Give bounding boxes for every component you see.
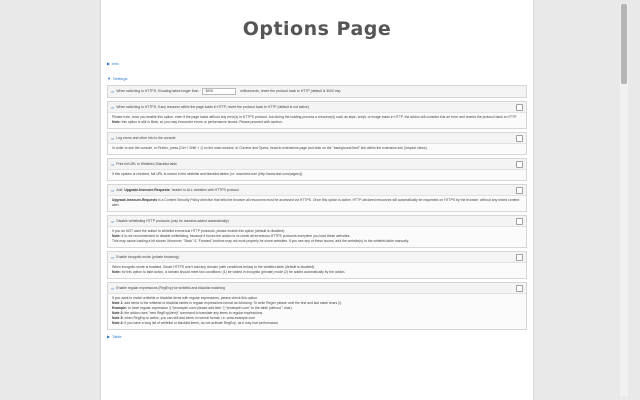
note-label: Note 1: xyxy=(112,301,124,305)
option-checkbox[interactable] xyxy=(516,104,523,111)
option-title-post: header to ALL websites with HTTPS protocol xyxy=(171,187,239,192)
timeout-prefix: When switching to HTTPS, if loading takes longer than xyxy=(116,89,199,93)
options-page xyxy=(100,0,534,400)
note-text: it is not recommended to disable whitelisting, because it forces the addon to re-check all erroneous HTTPS protocols everytime you load these websites. xyxy=(121,234,351,238)
note-label: Note 2: xyxy=(112,311,124,315)
option-title: Log errors and other info to the console xyxy=(116,135,176,140)
note-label: Note: xyxy=(112,270,121,274)
note-label: Note 4: xyxy=(112,321,124,325)
option-log-console xyxy=(107,132,527,155)
triangle-down-icon: ▼ xyxy=(107,76,111,81)
triangle-right-icon: ▶ xyxy=(107,61,111,66)
option-description: When incognito mode is enabled, Smart HTTPS won't add any domain (with conditions below) to the whitelist table (default is disabled). xyxy=(112,265,316,269)
note-text: add items in the whitelist or blacklist tables in regular expressions format as following: To write Regex please omit the first and last slash chars (/). xyxy=(124,301,343,305)
option-title: Enable incognito mode (private browsing) xyxy=(116,254,179,259)
option-title: Disable whitelisting HTTP protocols (only for domains added automatically) xyxy=(116,218,229,223)
option-checkbox[interactable] xyxy=(516,161,523,168)
option-incognito xyxy=(107,251,527,279)
section-table-label: Table xyxy=(112,334,122,339)
option-title: Enable regular expressions (RegExp) for whitelist and blacklist matching xyxy=(116,285,225,290)
arrow-icon: ⇨ xyxy=(111,187,115,193)
note-text: the addon uses "new RegExp(item)" command to translate any items to regular expressions. xyxy=(124,311,264,315)
triangle-right-icon: ▶ xyxy=(107,334,111,339)
option-checkbox[interactable] xyxy=(516,187,523,194)
section-info-toggle[interactable] xyxy=(107,60,527,67)
option-checkbox[interactable] xyxy=(516,254,523,261)
note-label: Example: xyxy=(112,306,128,310)
option-description: If you do NOT want the addon to whitelist erroneous HTTP protocols, please enable this option (default is disabled). xyxy=(112,229,286,233)
option-title: When switching to HTTPS, if any resource within the page loads in HTTP, revert the protocol back to HTTP (default is not active) xyxy=(116,104,309,109)
option-checkbox[interactable] xyxy=(516,218,523,225)
option-description: In order to see the console, in Firefox, press (Ctrl + Shift + J) on the main window. In Chrome and Opera, head to extensions page and click on the "background.html" link within the extension info (Inspect views). xyxy=(112,146,428,150)
arrow-icon: ⇨ xyxy=(111,161,115,167)
arrow-icon: ⇨ xyxy=(111,254,115,260)
section-settings-toggle[interactable] xyxy=(107,75,527,82)
note-text: if you have a long list of whitelist or blacklist items, do not activate RegExp, as it may hurt performance. xyxy=(124,321,279,325)
arrow-icon: ⇨ xyxy=(111,218,115,224)
note-text: when RegExp is active, you can still add items in normal format, i.e. www.example.com xyxy=(124,316,256,320)
note-text: for this option to take action, a domain should meet two conditions: (1) be visited in incognito (private) mode (2) be added automatically by the addon. xyxy=(121,270,346,274)
vertical-scrollbar[interactable] xyxy=(620,4,628,396)
section-info-label: Info xyxy=(112,61,119,66)
option-description: If you want to match whitelist or blacklist items with regular expressions, please check this option. xyxy=(112,296,258,300)
arrow-icon: ⇨ xyxy=(111,104,115,110)
option-disable-whitelisting xyxy=(107,215,527,248)
option-regexp xyxy=(107,282,527,330)
note-text: to have regular expression /(.*)example\.com/ please add item "(.*)example\.com" to the table (without " char). xyxy=(128,306,293,310)
option-checkbox[interactable] xyxy=(516,285,523,292)
option-title-bold: Upgrade-Insecure-Requests xyxy=(124,187,170,192)
option-description-bold: Upgrade-Insecure-Requests xyxy=(112,198,158,202)
option-title: Print full URL in Whitelist | Blacklist table xyxy=(116,161,178,166)
note-label: Note: xyxy=(112,120,121,124)
section-settings-label: Settings xyxy=(112,76,128,81)
section-table-toggle[interactable] xyxy=(107,333,527,340)
note-label: Note 3: xyxy=(112,316,124,320)
note-text: this option is still in Beta, so you may encounter errors or performance issues. Please proceed with caution. xyxy=(121,120,283,124)
option-description: If this options is checked, full URL is shown in the whitelist and blacklist tables (i.e. www.test.com (http://www.test.com/pages/)). xyxy=(112,172,303,176)
option-description: Please note, once you enable this option, even if the page loads without any error(s) in HTTPS protocol, but during the loading process a resource(s) such as style, script, or image loads in HTTP, the addon will consider this an error and reverts the protocol back to HTTP. xyxy=(112,115,517,119)
option-extra: This may cause loading a bit slower. Moreover, "Back" & "Forward" buttons may not work properly for some websites. If you see any of these issues, add the website(s) to the whitelist table manually. xyxy=(112,239,410,243)
timeout-input[interactable] xyxy=(202,88,236,95)
option-full-url xyxy=(107,158,527,181)
option-title-pre: Add xyxy=(116,187,123,192)
option-mixed-content xyxy=(107,101,527,129)
page-title: Options Page xyxy=(242,18,392,40)
note-label: Note: xyxy=(112,234,121,238)
arrow-icon: ⇨ xyxy=(111,89,115,94)
option-timeout xyxy=(107,85,527,98)
timeout-suffix: milliseconds, revert the protocol back to HTTP (default is 3000 ms). xyxy=(240,89,342,93)
arrow-icon: ⇨ xyxy=(111,135,115,141)
option-checkbox[interactable] xyxy=(516,135,523,142)
arrow-icon: ⇨ xyxy=(111,285,115,291)
option-upgrade-insecure xyxy=(107,184,527,212)
option-description: is a Content Security Policy directive that tells the browser all resources must be accessed via HTTPS. Once this option is active, HTTP-declared resources will automatically be requested on HTTPS by the browser, without any mixed content alert. xyxy=(112,198,520,207)
scrollbar-thumb[interactable] xyxy=(621,4,627,84)
